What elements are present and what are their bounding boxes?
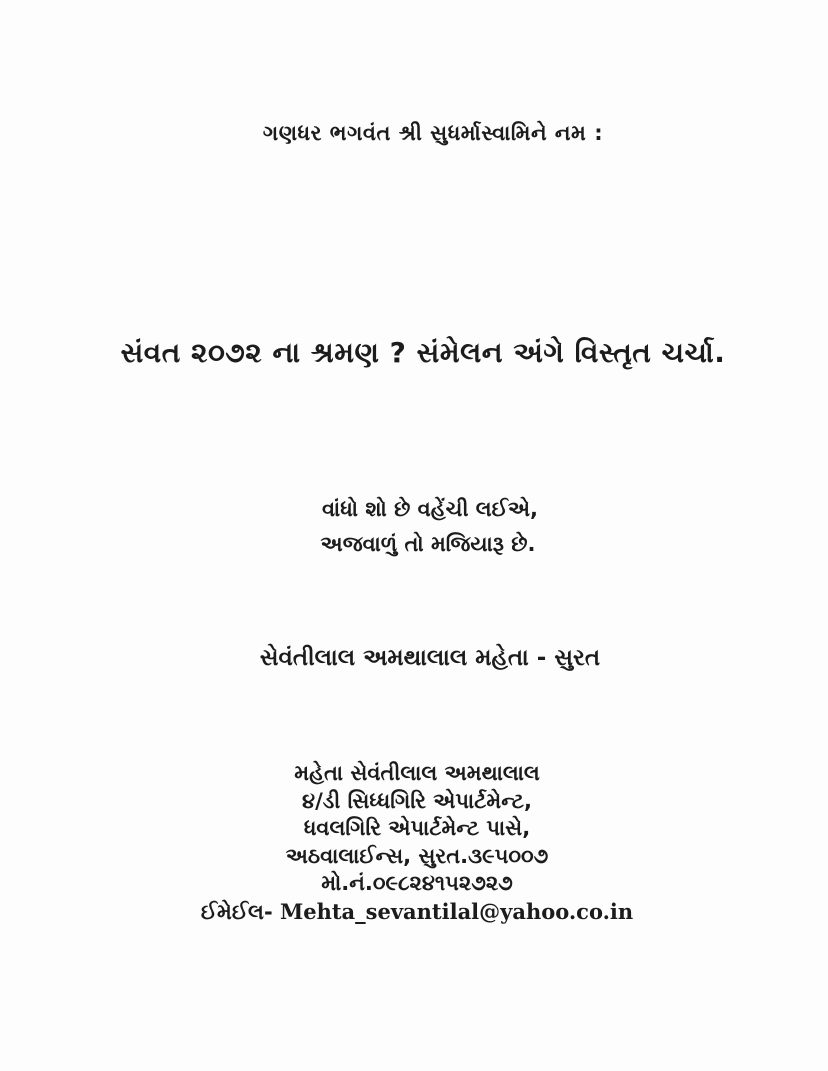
contact-address-line-2: ધવલગિરિ એપાર્ટમેન્ટ પાસે, <box>303 816 531 841</box>
contact-address-line-1: ૪/ડી સિધ્ધગિરિ એપાર્ટમેન્ટ, <box>302 788 532 813</box>
verse-line-2: અજવાળું તો મજિયારૂ છે. <box>320 532 536 556</box>
contact-block <box>3 760 828 927</box>
contact-mobile-number: મો.નં.૦૯૮૨૪૧૫૨૭૨૭ <box>321 871 513 896</box>
author-line: સેવંતીલાલ અમથાલાલ મહેતા - સુરત <box>259 645 601 671</box>
email-address: Mehta_sevantilal@yahoo.co.in <box>279 898 634 924</box>
email-label: ઈમેઈલ- <box>200 899 273 924</box>
book-title: સંવત ૨૦૭૨ ના શ્રમણ ? સંમેલન અંગે વિસ્તૃત ચર્ચા. <box>120 336 726 369</box>
invocation-line: ગણધર ભગવંત શ્રી સુધર્માસ્વામિને નમ : <box>262 121 604 145</box>
verse-line-1: વાંધો શો છે વહેંચી લઈએ, <box>321 497 539 521</box>
contact-address-line-3: અઠવાલાઈન્સ, સુરત.૩૯૫૦૦૭ <box>285 843 549 868</box>
contact-name: મહેતા સેવંતીલાલ અમથાલાલ <box>294 761 540 785</box>
contact-email-line <box>3 898 828 927</box>
